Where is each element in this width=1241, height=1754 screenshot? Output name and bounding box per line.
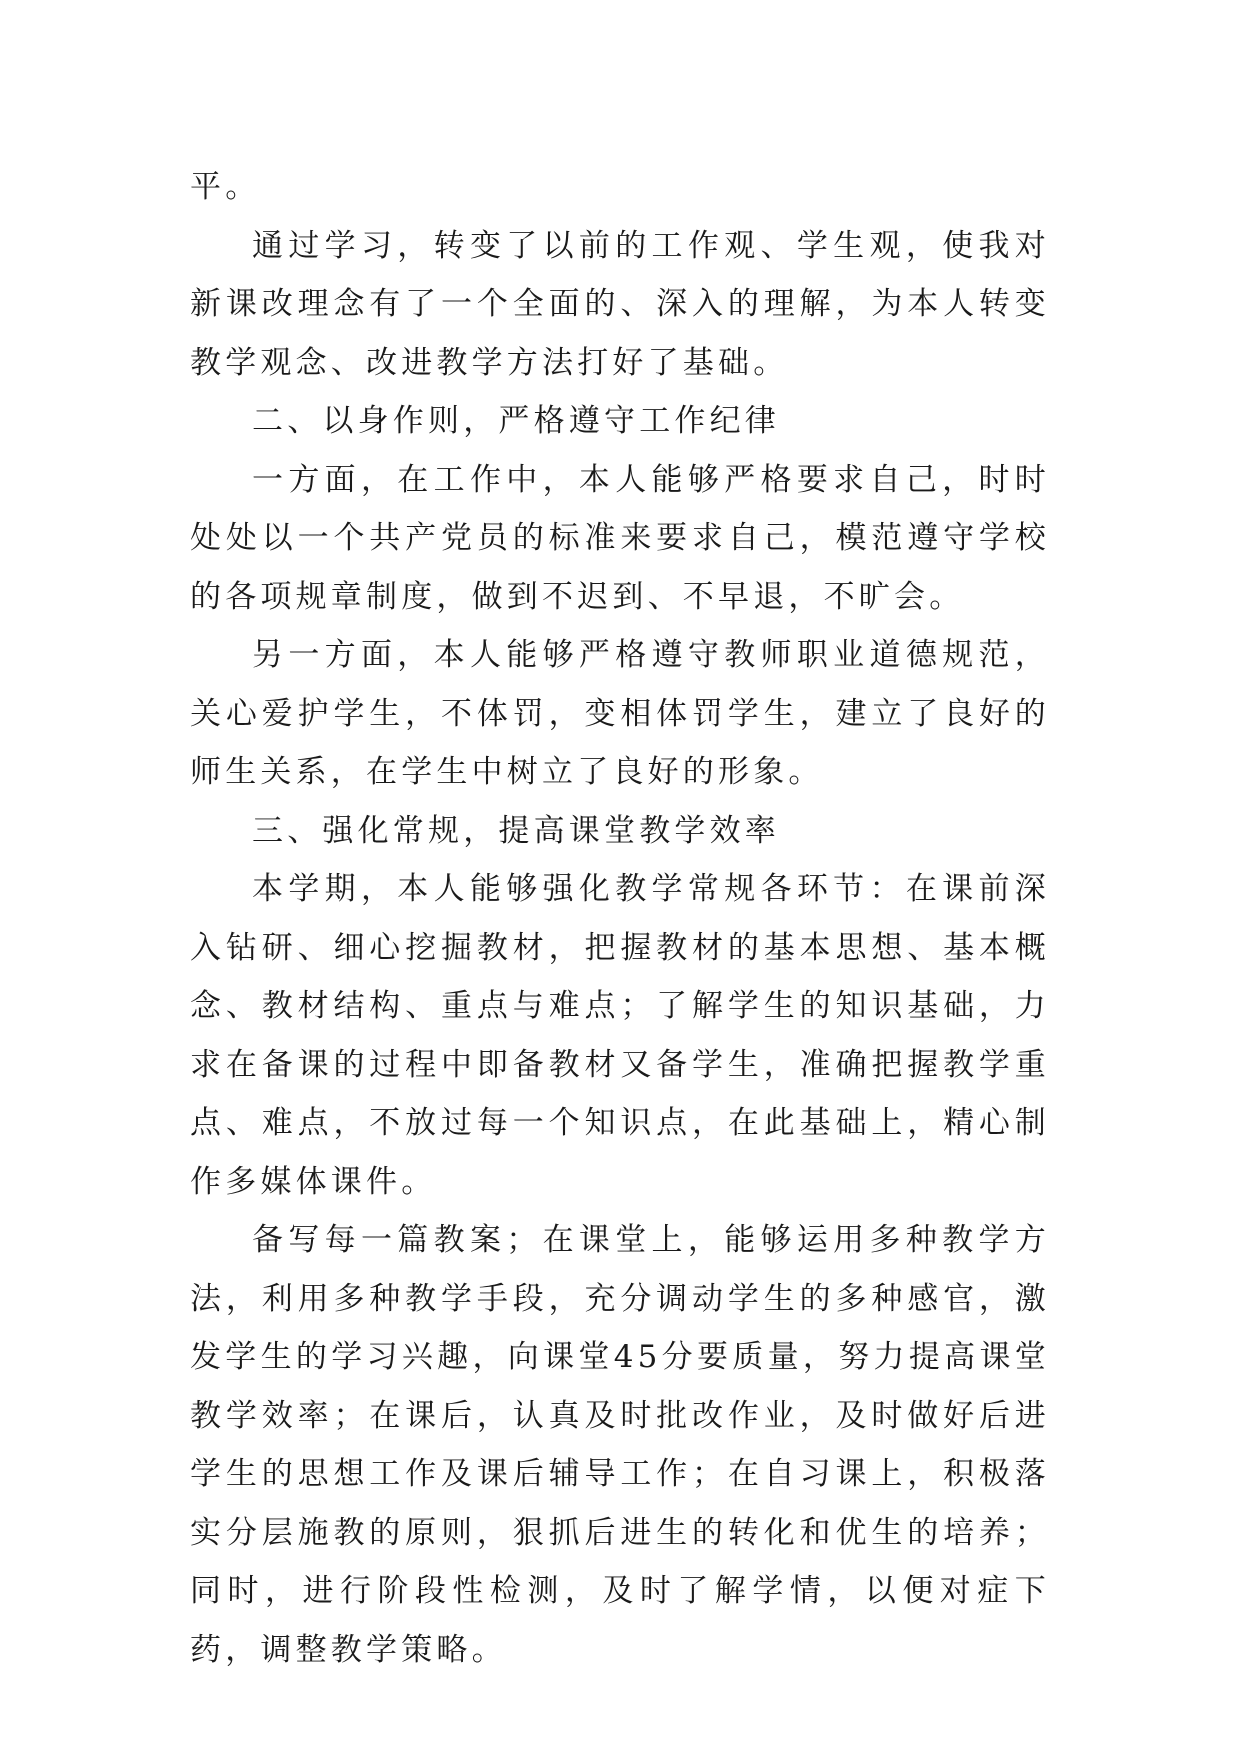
paragraph-self-discipline: 一方面，在工作中，本人能够严格要求自己，时时处处以一个共产党员的标准来要求自己，模范遵守学校的各项规章制度，做到不迟到、不早退，不旷会。 — [190, 461, 1050, 615]
paragraph-teaching-routine: 本学期，本人能够强化教学常规各环节：在课前深入钻研、细心挖掘教材，把握教材的基本思想、基本概念、教材结构、重点与难点；了解学生的知识基础，力求在备课的过程中即备教材又备学生，准确把握教学重点、难点，不放过每一个知识点，在此基础上，精心制作多媒体课件。 — [190, 871, 1050, 1200]
paragraph-teacher-ethics: 另一方面，本人能够严格遵守教师职业道德规范，关心爱护学生，不体罚，变相体罚学生，建立了良好的师生关系，在学生中树立了良好的形象。 — [190, 637, 1050, 790]
paragraph-lesson-planning: 备写每一篇教案；在课堂上，能够运用多种教学方法，利用多种教学手段，充分调动学生的多种感官，激发学生的学习兴趣，向课堂45分要质量，努力提高课堂教学效率；在课后，认真及时批改作业，及时做好后进学生的思想工作及课后辅导工作；在自习课上，积极落实分层施教的原则，狠抓后进生的转化和优生的培养；同时，进行阶段性检测，及时了解学情，以便对症下药，调整教学策略。 — [190, 1222, 1050, 1668]
paragraph-continuation: 平。 — [190, 169, 261, 205]
section-heading-efficiency: 三、强化常规，提高课堂教学效率 — [252, 812, 780, 849]
section-heading-discipline: 二、以身作则，严格遵守工作纪律 — [252, 403, 780, 439]
paragraph-learning-outcome: 通过学习，转变了以前的工作观、学生观，使我对新课改理念有了一个全面的、深入的理解，为本人转变教学观念、改进教学方法打好了基础。 — [190, 227, 1050, 381]
document-body — [190, 158, 1050, 1679]
